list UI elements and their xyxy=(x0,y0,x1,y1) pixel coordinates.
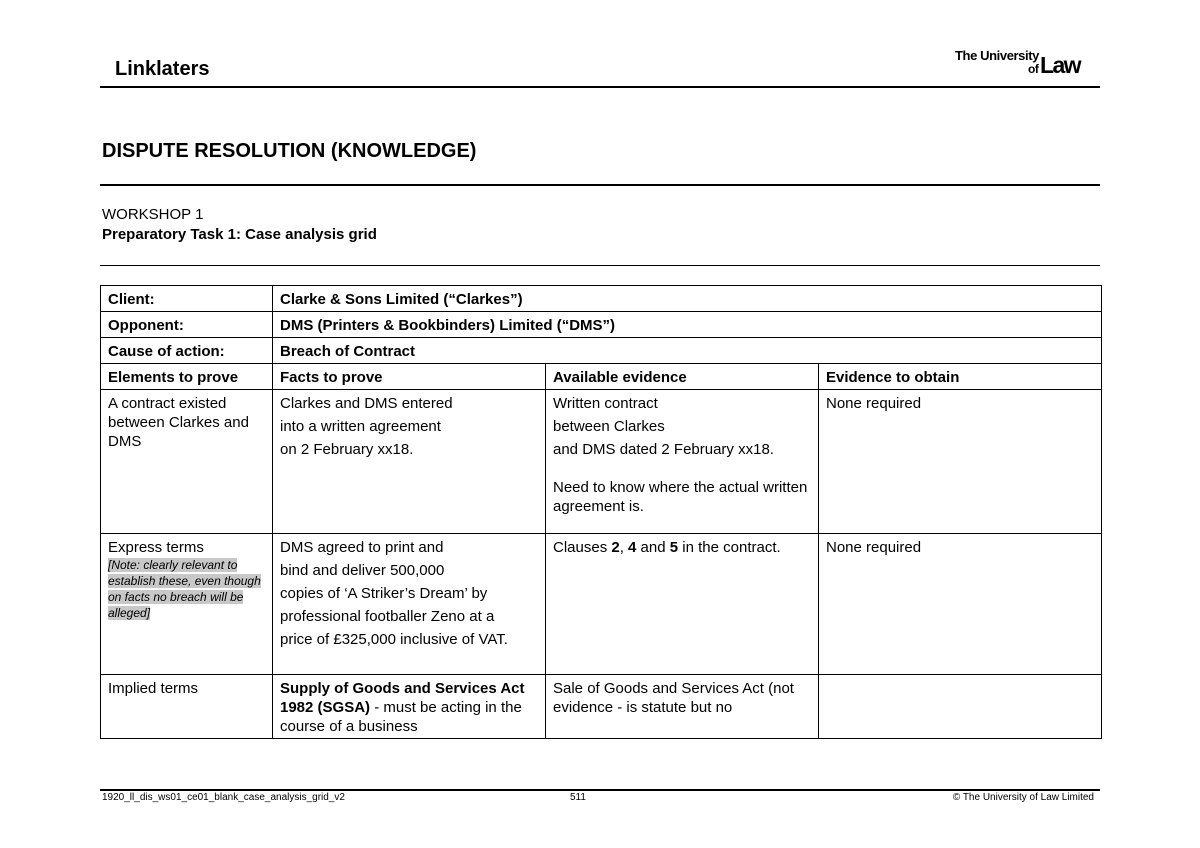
clause-number: 5 xyxy=(669,539,679,556)
column-header-row xyxy=(101,364,1102,390)
cause-row xyxy=(101,338,1102,364)
facts-line: on 2 February xx18. xyxy=(280,441,414,458)
column-header: Facts to prove xyxy=(273,364,546,390)
obtain-cell xyxy=(819,675,1102,739)
university-of-law-logo xyxy=(955,46,1100,76)
cause-label: Cause of action: xyxy=(101,338,273,364)
logo-line-3: Law xyxy=(1040,52,1080,78)
statute-name: Supply of Goods and Services Act 1982 (SGSA) xyxy=(280,680,525,716)
facts-line: price of £325,000 inclusive of VAT. xyxy=(280,631,508,648)
element-cell xyxy=(101,675,273,739)
footer-rule xyxy=(100,789,1100,791)
evidence-cell xyxy=(546,390,819,534)
facts-text xyxy=(280,679,538,736)
clause-number: 2 xyxy=(611,539,620,556)
opponent-value: DMS (Printers & Bookbinders) Limited (“DMS”) xyxy=(273,312,1102,338)
page-title: DISPUTE RESOLUTION (KNOWLEDGE) xyxy=(102,140,477,162)
element-cell xyxy=(101,390,273,534)
client-row xyxy=(101,286,1102,312)
evidence-cell xyxy=(546,675,819,739)
footer-copyright: © The University of Law Limited xyxy=(952,792,1094,803)
client-value: Clarke & Sons Limited (“Clarkes”) xyxy=(273,286,1102,312)
evidence-note: Need to know where the actual written agreement is. xyxy=(553,479,808,515)
evidence-cell xyxy=(546,534,819,675)
facts-rest: - must be acting in the course of a business xyxy=(280,699,522,735)
clause-number: 4 xyxy=(628,539,637,556)
facts-line: copies of ‘A Striker’s Dream’ by xyxy=(280,585,488,602)
table-row xyxy=(101,675,1102,739)
table-row xyxy=(101,534,1102,675)
element-text: Implied terms xyxy=(108,680,199,697)
logo-line-1: The University xyxy=(955,48,1039,63)
evidence-part: Clauses xyxy=(553,539,612,556)
table-row xyxy=(101,390,1102,534)
opponent-label: Opponent: xyxy=(101,312,273,338)
case-analysis-grid xyxy=(100,285,1102,739)
page-number: 511 xyxy=(570,792,586,803)
facts-cell xyxy=(273,390,546,534)
workshop-label: WORKSHOP 1 xyxy=(102,206,204,223)
facts-line: DMS agreed to print and xyxy=(280,539,444,556)
element-cell xyxy=(101,534,273,675)
obtain-cell xyxy=(819,390,1102,534)
facts-line: bind and deliver 500,000 xyxy=(280,562,445,579)
obtain-text: None required xyxy=(826,395,922,412)
column-header: Available evidence xyxy=(546,364,819,390)
obtain-cell xyxy=(819,534,1102,675)
logo-line-2: of xyxy=(1028,62,1039,76)
facts-line: into a written agreement xyxy=(280,418,441,435)
facts-cell xyxy=(273,675,546,739)
org-name: Linklaters xyxy=(115,58,210,80)
evidence-text xyxy=(553,538,811,557)
evidence-part: and xyxy=(636,539,670,556)
facts-line: professional footballer Zeno at a xyxy=(280,608,495,625)
evidence-line: between Clarkes xyxy=(553,418,665,435)
title-rule xyxy=(100,184,1100,186)
evidence-part: , xyxy=(619,539,629,556)
evidence-text: Sale of Goods and Services Act (not evidence - is statute but no xyxy=(553,680,794,716)
element-text: Express terms xyxy=(108,539,204,556)
column-header: Elements to prove xyxy=(101,364,273,390)
evidence-line: Written contract xyxy=(553,395,658,412)
header-rule xyxy=(100,86,1100,88)
facts-line: Clarkes and DMS entered xyxy=(280,395,453,412)
note-text: [Note: clearly relevant to establish these, even though on facts no breach will be alleged] xyxy=(108,558,261,620)
task-rule xyxy=(100,265,1100,266)
client-label: Client: xyxy=(101,286,273,312)
task-title: Preparatory Task 1: Case analysis grid xyxy=(102,226,377,243)
column-header: Evidence to obtain xyxy=(819,364,1102,390)
opponent-row xyxy=(101,312,1102,338)
element-text: A contract existed between Clarkes and DMS xyxy=(108,395,249,450)
cause-value: Breach of Contract xyxy=(273,338,1102,364)
obtain-text: None required xyxy=(826,539,922,556)
element-note xyxy=(108,557,265,621)
facts-cell xyxy=(273,534,546,675)
evidence-line: and DMS dated 2 February xx18. xyxy=(553,441,774,458)
footer-ref: 1920_ll_dis_ws01_ce01_blank_case_analysis_grid_v2 xyxy=(102,792,345,803)
evidence-part: in the contract. xyxy=(678,539,781,556)
